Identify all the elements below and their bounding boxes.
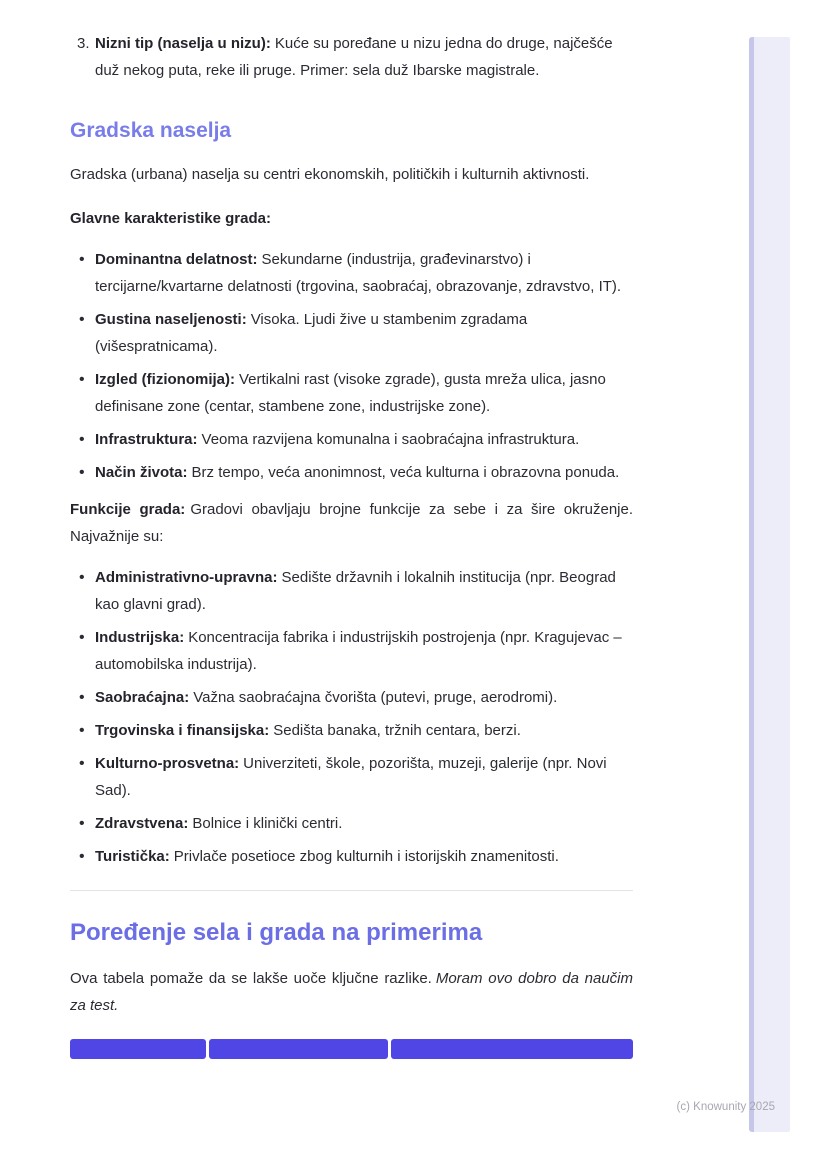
list-item: • Kulturno-prosvetna: Univerziteti, škole, pozorišta, muzeji, galerije (npr. Novi Sad). (70, 750, 633, 804)
list-item: • Dominantna delatnost: Sekundarne (industrija, građevinarstvo) i tercijarne/kvartarne delatnosti (trgovina, saobraćaj, obrazovanje, zdravstvo, IT). (70, 246, 633, 300)
list-item: • Turistička: Privlače posetioce zbog kulturnih i istorijskih znamenitosti. (70, 843, 633, 870)
list-item-text: Nizni tip (naselja u nizu): Kuće su poređane u nizu jedna do druge, najčešće duž nekog puta, reke ili pruge. Primer: sela duž Ibarske magistrale. (95, 35, 613, 79)
table-header-cell (391, 1039, 633, 1059)
functions-list (70, 564, 633, 870)
list-item: • Gustina naseljenosti: Visoka. Ljudi žive u stambenim zgradama (višespratnicama). (70, 306, 633, 360)
comparison-intro-paragraph: Ova tabela pomaže da se lakše uoče ključne razlike. Moram ovo dobro da naučim za test. (70, 970, 633, 1014)
page-title-poredjenje: Poređenje sela i grada na primerima (70, 919, 483, 946)
list-item-number: 3. (77, 35, 90, 52)
copyright-watermark: (c) Knowunity 2025 (676, 1101, 775, 1113)
bullet-dot (70, 717, 95, 744)
numbered-list-item (70, 30, 633, 84)
bullet-dot (70, 306, 95, 360)
bullet-dot (70, 459, 95, 486)
bullet-dot (70, 366, 95, 420)
section-heading-gradska-naselja: Gradska naselja (70, 119, 232, 142)
characteristics-label: Glavne karakteristike grada: (70, 210, 271, 227)
list-item: • Administrativno-upravna: Sedište državnih i lokalnih institucija (npr. Beograd kao glavni grad). (70, 564, 633, 618)
table-header-cell (209, 1039, 388, 1059)
functions-lead-paragraph: Funkcije grada: Gradovi obavljaju brojne funkcije za sebe i za šire okruženje. Najvažnije su: (70, 501, 634, 545)
characteristics-list (70, 246, 633, 486)
bullet-dot (70, 246, 95, 300)
bullet-dot (70, 684, 95, 711)
list-item: • Industrijska: Koncentracija fabrika i industrijskih postrojenja (npr. Kragujevac – automobilska industrija). (70, 624, 633, 678)
bullet-dot (70, 624, 95, 678)
list-item-term: Nizni tip (naselja u nizu): (95, 35, 271, 52)
functions-lead-term: Funkcije grada: (70, 501, 186, 518)
bullet-dot (70, 750, 95, 804)
bullet-dot (70, 810, 95, 837)
list-item: • Zdravstvena: Bolnice i klinički centri. (70, 810, 633, 837)
list-item: • Saobraćajna: Važna saobraćajna čvorišta (putevi, pruge, aerodromi). (70, 684, 633, 711)
bullet-dot (70, 564, 95, 618)
bullet-dot (70, 426, 95, 453)
document-content (70, 0, 633, 1059)
list-item: • Izgled (fizionomija): Vertikalni rast (visoke zgrade), gusta mreža ulica, jasno definisane zone (centar, stambene zone, industrijske zone). (70, 366, 633, 420)
section-divider (70, 890, 633, 891)
list-item: • Trgovinska i finansijska: Sedišta banaka, tržnih centara, berzi. (70, 717, 633, 744)
list-item: • Infrastruktura: Veoma razvijena komunalna i saobraćajna infrastruktura. (70, 426, 633, 453)
list-item: • Način života: Brz tempo, veća anonimnost, veća kulturna i obrazovna ponuda. (70, 459, 633, 486)
table-header-row (70, 1039, 633, 1059)
bullet-dot (70, 843, 95, 870)
urban-intro-paragraph: Gradska (urbana) naselja su centri ekonomskih, političkih i kulturnih aktivnosti. (70, 166, 590, 183)
personal-note: Moram ovo dobro da naučim za test. (70, 970, 633, 1014)
page-edge-strip (749, 37, 790, 1132)
table-header-cell (70, 1039, 206, 1059)
